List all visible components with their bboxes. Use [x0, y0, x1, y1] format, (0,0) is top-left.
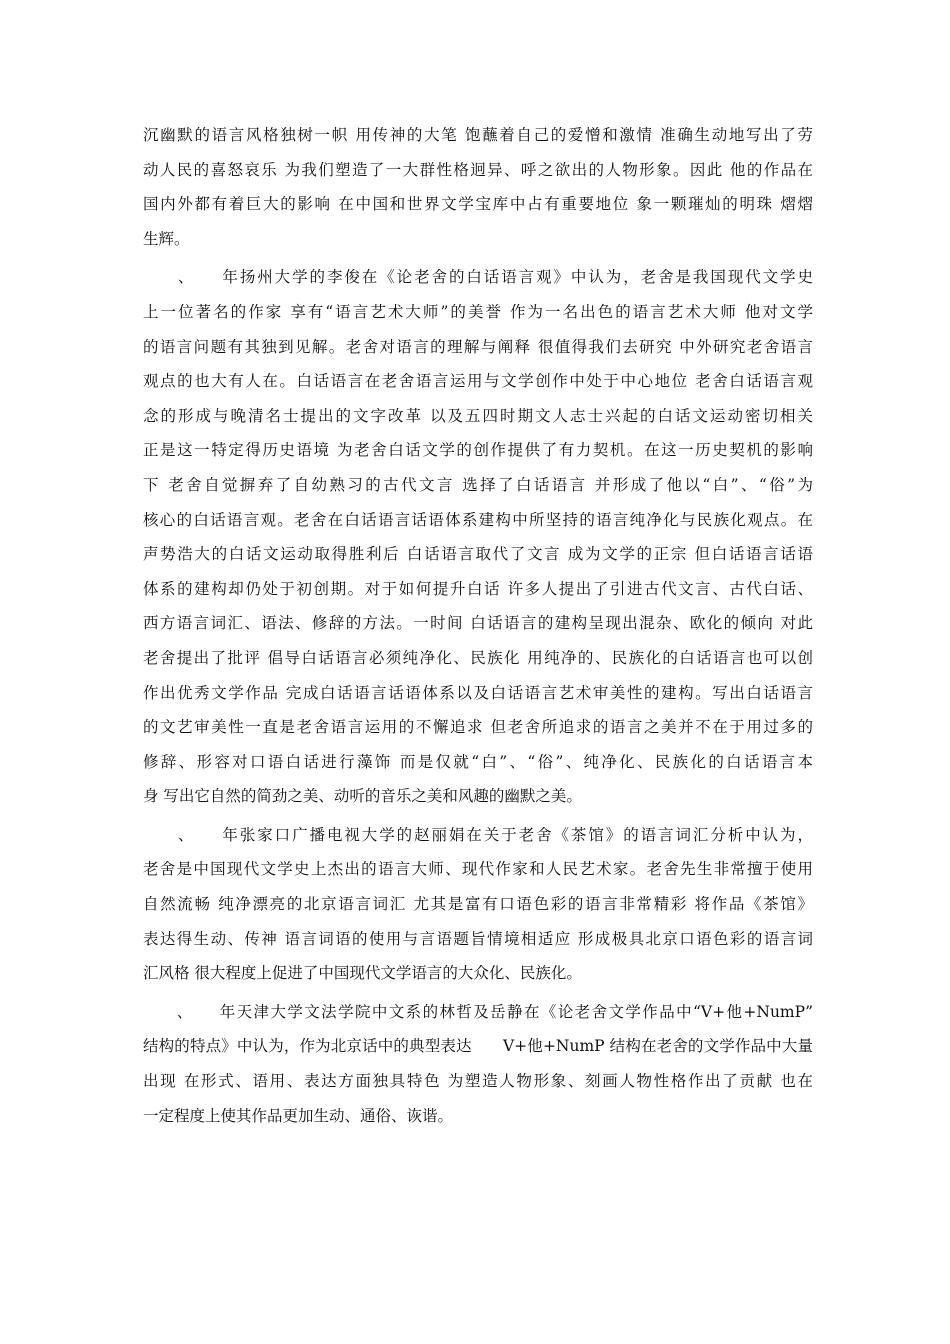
- text-line: 西方语言词汇、语法、修辞的方法。一时间 白话语言的建构呈现出混杂、欧化的倾向 对此: [143, 614, 813, 633]
- text-line: 表达得生动、传神 语言词语的使用与言语题旨情境相适应 形成极具北京口语色彩的语言词: [143, 929, 813, 948]
- text-line: 修辞、形容对口语白话进行藻饰 而是仅就“白”、“俗”、纯净化、民族化的白话语言本: [143, 752, 813, 771]
- paragraph-4: [143, 995, 813, 1133]
- text-line: 观点的也大有人在。白话语言在老舍语言运用与文学创作中处于中心地位 老舍白话语言观: [143, 372, 813, 391]
- text-line: 、 年扬州大学的李俊在《论老舍的白话语言观》中认为，老舍是我国现代文学史: [143, 268, 813, 287]
- text-line: 的文艺审美性一直是老舍语言运用的不懈追求 但老舍所追求的语言之美并不在于用过多的: [143, 718, 813, 737]
- paragraph-1: [143, 118, 813, 256]
- text-line: 沉幽默的语言风格独树一帜 用传神的大笔 饱蘸着自己的爱憎和激情 准确生动地写出了劳: [143, 126, 813, 144]
- text-line: 的语言问题有其独到见解。老舍对语言的理解与阐释 很值得我们去研究 中外研究老舍语言: [143, 337, 813, 356]
- text-line: 作出优秀文学作品 完成白话语言话语体系以及白话语言艺术审美性的建构。写出白话语言: [143, 683, 813, 702]
- document-page: [143, 118, 813, 1137]
- text-line: 念的形成与晚清名士提出的文字改革 以及五四时期文人志士兴起的白话文运动密切相关: [143, 406, 813, 425]
- text-line: 老舍是中国现代文学史上杰出的语言大师、现代作家和人民艺术家。老舍先生非常擅于使用: [143, 860, 813, 879]
- text-line: 、 年天津大学文法学院中文系的林哲及岳静在《论老舍文学作品中“V+他+NumP”: [143, 1002, 813, 1021]
- text-line: 老舍提出了批评 倡导白话语言必须纯净化、民族化 用纯净的、民族化的白话语言也可以创: [143, 648, 813, 667]
- text-line: 动人民的喜怒哀乐 为我们塑造了一大群性格迥异、呼之欲出的人物形象。因此 他的作品在: [143, 160, 813, 179]
- text-line: 汇风格 很大程度上促进了中国现代文学语言的大众化、民族化。: [143, 964, 582, 983]
- text-line: 上一位著名的作家 享有“语言艺术大师”的美誉 作为一名出色的语言艺术大师 他对文学: [143, 302, 813, 321]
- text-line: 声势浩大的白话文运动取得胜利后 白话语言取代了文言 成为文学的正宗 但白话语言话语: [143, 545, 813, 564]
- text-line: 出现 在形式、语用、表达方面独具特色 为塑造人物形象、刻画人物性格作出了贡献 也在: [143, 1072, 813, 1091]
- text-line: 生辉。: [143, 229, 190, 248]
- text-line: 核心的白话语言观。老舍在白话语言话语体系建构中所坚持的语言纯净化与民族化观点。在: [143, 510, 813, 529]
- text-line: 体系的建构却仍处于初创期。对于如何提升白话 许多人提出了引进古代文言、古代白话、: [143, 579, 813, 598]
- paragraph-3: [143, 818, 813, 991]
- paragraph-2: [143, 260, 813, 814]
- text-line: 下 老舍自觉摒弃了自幼熟习的古代文言 选择了白话语言 并形成了他以“白”、“俗”为: [143, 475, 813, 494]
- text-line: 、 年张家口广播电视大学的赵丽娟在关于老舍《茶馆》的语言词汇分析中认为，: [143, 825, 813, 844]
- text-line: 正是这一特定得历史语境 为老舍白话文学的创作提供了有力契机。在这一历史契机的影响: [143, 441, 813, 460]
- text-line: 一定程度上使其作品更加生动、通俗、诙谐。: [143, 1106, 454, 1125]
- text-line: 自然流畅 纯净漂亮的北京语言词汇 尤其是富有口语色彩的语言非常精彩 将作品《茶馆》: [143, 895, 813, 914]
- text-line: 国内外都有着巨大的影响 在中国和世界文学宝库中占有重要地位 象一颗璀灿的明珠 熠熠: [143, 195, 813, 214]
- text-line: 结构的特点》中认为，作为北京话中的典型表达 V+他+NumP 结构在老舍的文学作品中大量: [143, 1037, 813, 1056]
- text-line: 身 写出它自然的简劲之美、动听的音乐之美和风趣的幽默之美。: [143, 787, 582, 806]
